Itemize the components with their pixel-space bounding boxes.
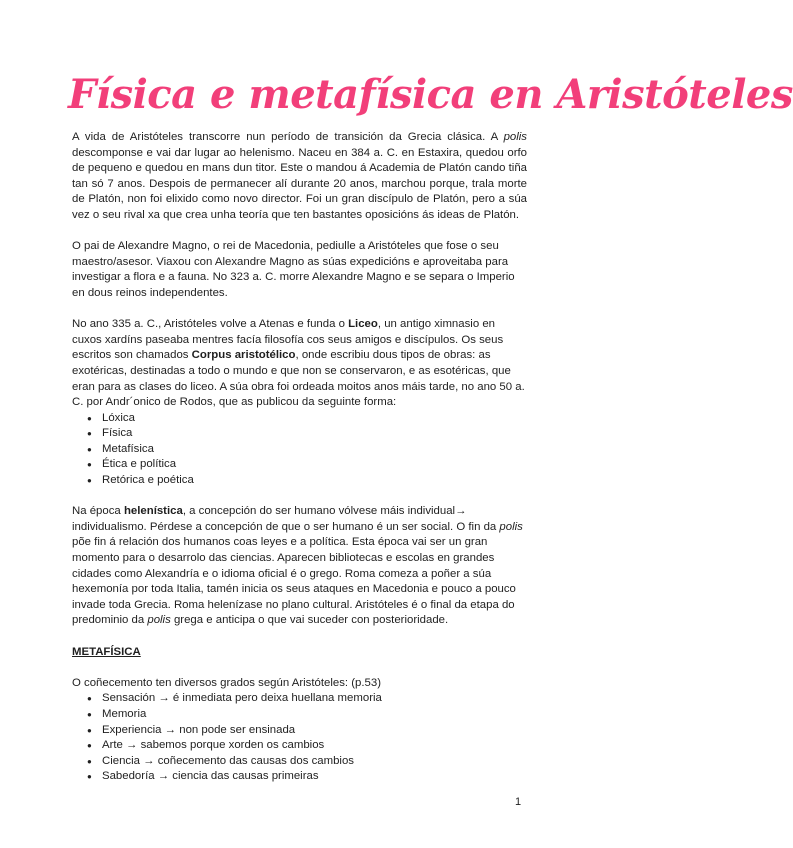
corpus-term: Corpus aristotélico xyxy=(191,349,296,362)
paragraph-text: , a concepción do ser humano vólvese máis individual→ individualismo. Pérdese a concepción de que o ser humano é un ser social. O fin da xyxy=(72,505,500,533)
helenistica-term: helenística xyxy=(123,505,183,518)
paragraph-liceo xyxy=(72,317,527,411)
list-item: ● Ética e política xyxy=(72,457,527,473)
paragraph-text: A vida de Aristóteles transcorre nun período de transición da Grecia clásica. A xyxy=(72,131,504,143)
knowledge-intro: O coñecemento ten diversos grados según Aristóteles: (p.53) xyxy=(72,676,381,689)
list-item: ● Lóxica xyxy=(72,411,527,427)
paragraph-text: Na época xyxy=(72,505,124,518)
list-item: ● Ciencia → coñecemento das causas dos cambios xyxy=(72,754,527,770)
list-item: ● Arte → sabemos porque xorden os cambios xyxy=(72,738,527,754)
list-item: ● Sensación → é inmediata pero deixa huellana memoria xyxy=(72,691,527,707)
list-item: ● Metafísica xyxy=(72,442,527,458)
paragraph-alexander: O pai de Alexandre Magno, o rei de Macedonia, pediulle a Aristóteles que fose o seu maestro/asesor. Viaxou con Alexandre Magno as súas expedicións e aproveitaba para investigar a flora e a fauna. No 323 a. C. morre Alexandre Magno e se separa o Imperio en dous reinos independentes. xyxy=(72,240,515,299)
paragraph-life xyxy=(72,130,527,224)
paragraph-text: , onde escribiu dous tipos de obras: as exotéricas, destinadas a todo o mundo e que non se conservaron, e as esotéricas, que eran para as clases do liceo. A súa obra foi ordeada moitos anos máis tarde, no ano 50 a. C. por Andr´onico de Rodos, que as publicou da seguinte forma: xyxy=(72,349,525,409)
paragraph-text: põe fin á relación dos humanos coas leyes e a política. Esta época vai ser un gran momento para o desarrolo das ciencias. Aparecen bibliotecas e escolas en grandes cidades como Alexandría e o idioma oficial é o grego. Roma comeza a poñer a súa hexemonía por toda Italia, tamén inicia os seus ataques en Macedonia e pouco a pouco invade toda Grecia. Roma helenízase no plano cultural. Aristóteles é o final da etapa do predominio da xyxy=(72,536,516,627)
paragraph-text: , un antigo ximnasio en cuxos xardíns paseaba mentres facía filosofía cos seus amigos e discípulos. Os seus escritos son chamados xyxy=(72,318,504,362)
polis-term: polis xyxy=(503,131,527,143)
knowledge-list xyxy=(72,691,527,785)
list-item: ● Memoria xyxy=(72,707,527,723)
section-heading: METAFÍSICA xyxy=(72,645,141,658)
polis-term: polis xyxy=(147,614,171,627)
polis-term: polis xyxy=(499,520,523,533)
paragraph-text: grega e anticipa o que vai suceder con posterioridade. xyxy=(170,614,449,627)
paragraph-hellenistic xyxy=(72,504,527,629)
list-item: ● Retórica e poética xyxy=(72,473,527,489)
paragraph-text: descomponse e vai dar lugar ao helenismo. Naceu en 384 a. C. en Estaxira, quedou orfo de pequeno e quedou en mans dun titor. Este o mandou á Academia de Platón cando tiña tan só 7 anos. Despois de permanecer alí durante 20 anos, marchou porque, trala morte de Platón, non foi elixido como novo director. Foi un gran discípulo de Platón, pero a súa vez o seu rival xa que crea unha teoría que ten bastantes oposicións ás ideas de Platón. xyxy=(72,146,527,221)
paragraph-text: No ano 335 a. C., Aristóteles volve a Atenas e funda o xyxy=(72,318,349,331)
list-item: ● Sabedoría → ciencia das causas primeiras xyxy=(72,769,527,785)
list-item: ● Experiencia → non pode ser ensinada xyxy=(72,723,527,739)
works-list xyxy=(72,411,527,489)
page-number: 1 xyxy=(515,796,522,808)
liceo-term: Liceo xyxy=(348,318,378,331)
list-item: ● Física xyxy=(72,426,527,442)
document-body xyxy=(72,130,527,785)
page-title: Física e metafísica en Aristóteles xyxy=(68,71,793,118)
